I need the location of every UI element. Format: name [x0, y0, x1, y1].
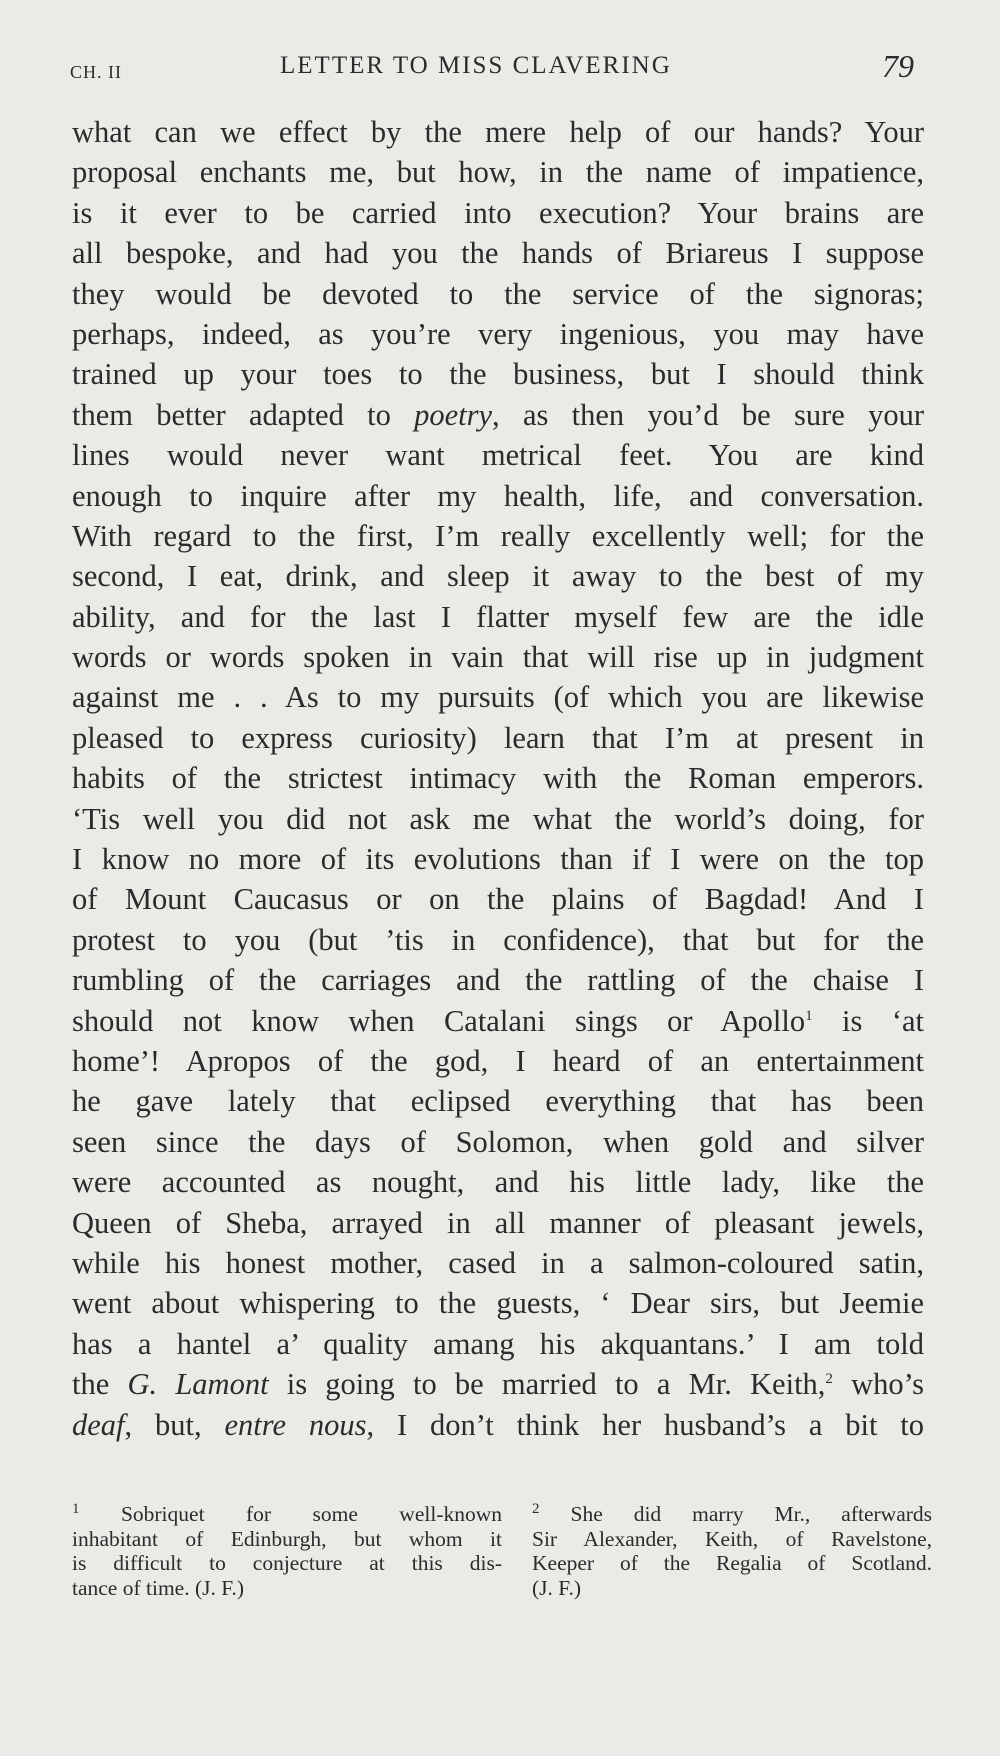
running-head [0, 0, 1000, 120]
italic-word: deaf [72, 1407, 125, 1442]
footnote-line: inhabitant of Edinburgh, but whom it [72, 1526, 502, 1551]
footnote-2 [532, 1502, 932, 1600]
text-line: enough to inquire after my health, life, and conversation. [72, 478, 924, 513]
footnote-marker: 2 [532, 1500, 540, 1517]
text-line: has a hantel a’ quality amang his akquantans.’ I am told [72, 1326, 924, 1361]
text-line: seen since the days of Solomon, when gold and silver [72, 1124, 924, 1159]
italic-phrase: entre nous [224, 1407, 367, 1442]
text-line: I know no more of its evolutions than if I were on the top [72, 842, 924, 877]
text-line: With regard to the first, I’m really excellently well; for the [72, 518, 924, 553]
running-title: LETTER TO MISS CLAVERING [280, 52, 672, 79]
text-line: words or words spoken in vain that will rise up in judgment [72, 640, 924, 675]
footnote-line: Sir Alexander, Keith, of Ravelstone, [532, 1526, 932, 1551]
text-line: ‘Tis well you did not ask me what the world’s doing, for [72, 801, 924, 836]
text-line: all bespoke, and had you the hands of Briareus I suppose [72, 236, 924, 271]
text-line: proposal enchants me, but how, in the name of impatience, [72, 155, 924, 190]
footnote-line: tance of time. (J. F.) [72, 1575, 245, 1600]
italic-word: poetry [414, 397, 493, 432]
italic-name: G. Lamont [127, 1367, 269, 1402]
text-line: against me . . As to my pursuits (of which you are likewise [72, 680, 924, 715]
text-line: ability, and for the last I flatter myself few are the idle [72, 599, 924, 634]
footnote-line: $^1$ Sobriquet for some well-known [72, 1500, 502, 1526]
text-line: home’! Apropos of the god, I heard of an entertainment [72, 1043, 924, 1078]
page-number: 79 [882, 48, 914, 84]
footnote-line: is difficult to conjecture at this dis- [72, 1551, 502, 1575]
text-line: what can we effect by the mere help of our hands? Your [72, 115, 924, 149]
text-line: he gave lately that eclipsed everything that has been [72, 1084, 924, 1119]
footnote-line: $^2$ She did marry Mr., afterwards [532, 1500, 933, 1526]
text-line: the G. Lamont is going to be married to a Mr. Keith,$^2$ who’s [72, 1367, 924, 1402]
text-line: Queen of Sheba, arrayed in all manner of pleasant jewels, [72, 1205, 924, 1240]
text-line: deaf, but, entre nous, I don’t think her husband’s a bit to [72, 1407, 924, 1442]
text-line: is it ever to be carried into execution? Your brains are [72, 195, 924, 230]
text-line: second, I eat, drink, and sleep it away to the best of my [72, 559, 924, 594]
footnote-1 [72, 1502, 502, 1600]
text-line: pleased to express curiosity) learn that I’m at present in [72, 720, 924, 755]
footnote-line: Keeper of the Regalia of Scotland. [532, 1551, 932, 1575]
text-line: protest to you (but ’tis in confidence), that but for the [72, 922, 924, 957]
text-line: of Mount Caucasus or on the plains of Bagdad! And I [72, 882, 924, 917]
text-line: lines would never want metrical feet. You are kind [72, 438, 924, 473]
chapter-label: CH. II [70, 62, 122, 82]
text-line: perhaps, indeed, as you’re very ingenious, you may have [72, 316, 924, 351]
text-line: habits of the strictest intimacy with the Roman emperors. [72, 761, 924, 796]
text-line: they would be devoted to the service of the signoras; [72, 276, 924, 311]
text-line: them better adapted to poetry, as then you’d be sure your [72, 397, 924, 432]
text-line: while his honest mother, cased in a salmon-coloured satin, [72, 1245, 924, 1280]
letter-body [72, 112, 924, 1445]
footnote-ref-1: 1 [805, 1007, 813, 1024]
text-line: rumbling of the carriages and the rattling of the chaise I [72, 963, 924, 998]
text-line: went about whispering to the guests, ‘ Dear sirs, but Jeemie [72, 1286, 924, 1321]
text-line: should not know when Catalani sings or Apollo$^1$ is ‘at [72, 1003, 925, 1038]
text-line: were accounted as nought, and his little lady, like the [72, 1165, 924, 1200]
footnote-line: (J. F.) [532, 1575, 582, 1600]
text-line: trained up your toes to the business, but I should think [72, 357, 924, 392]
footnote-ref-2: 2 [825, 1370, 833, 1387]
footnote-marker: 1 [72, 1500, 80, 1517]
